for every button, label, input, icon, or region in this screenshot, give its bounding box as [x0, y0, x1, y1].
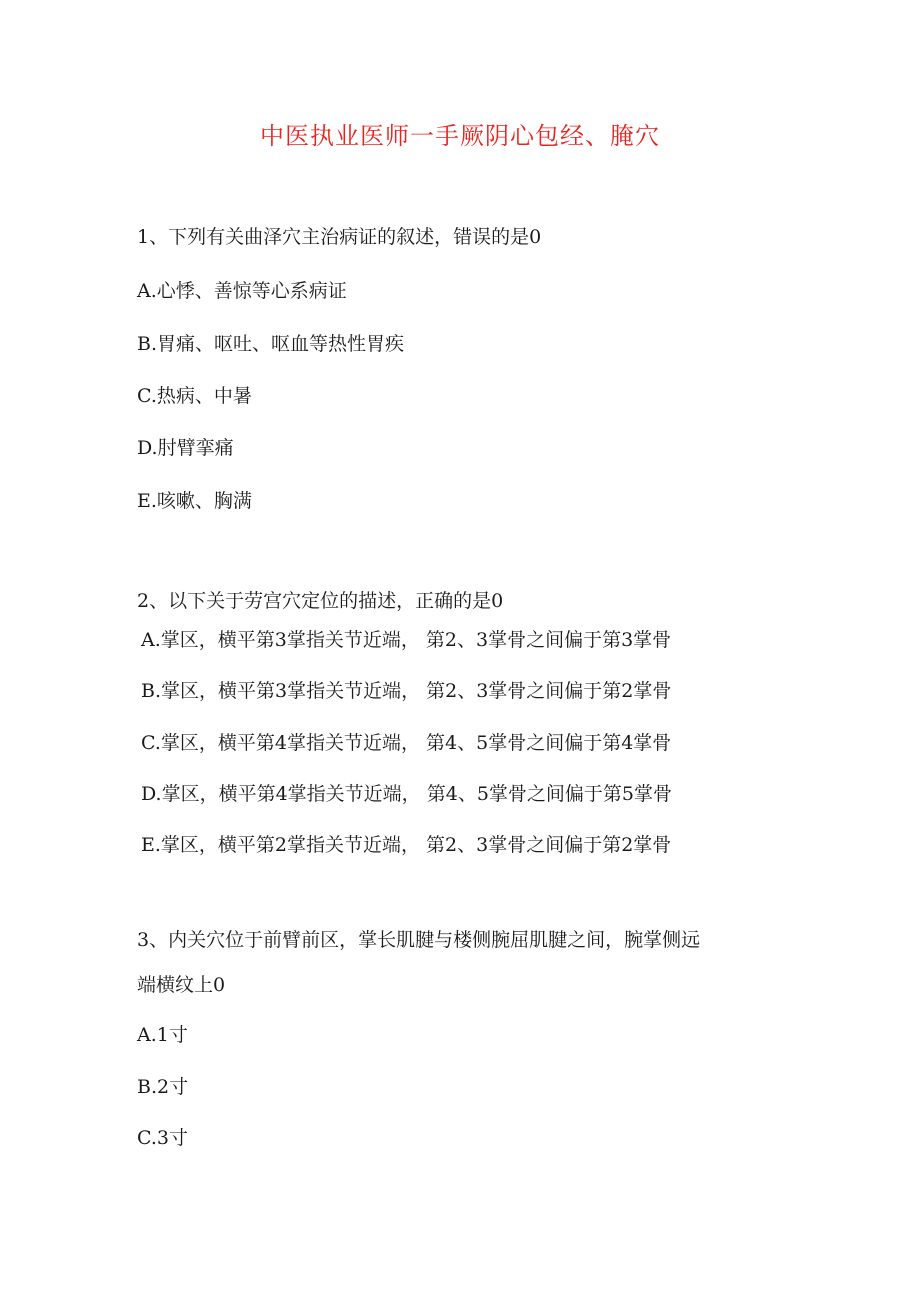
question-3-stem-line-2: 端横纹上0: [137, 974, 226, 996]
question-1-option-a: A.心悸、善惊等心系病证: [137, 280, 347, 302]
question-1-stem: 1、下列有关曲泽穴主治病证的叙述，错误的是0: [137, 226, 542, 248]
question-3-stem-line-1: 3、内关穴位于前臂前区，掌长肌腱与楼侧腕屈肌腱之间，腕掌侧远: [137, 929, 701, 951]
question-1-option-c: C.热病、中暑: [137, 385, 252, 407]
question-3-option-c: C.3寸: [137, 1127, 188, 1149]
question-2-option-a: A.掌区，横平第3掌指关节近端， 第2、3掌骨之间偏于第3掌骨: [141, 629, 672, 651]
question-1-option-d: D.肘臂挛痛: [137, 437, 234, 459]
question-2-option-c: C.掌区，横平第4掌指关节近端， 第4、5掌骨之间偏于第4掌骨: [141, 732, 672, 754]
question-1-option-e: E.咳嗽、胸满: [137, 490, 252, 512]
question-3-option-a: A.1寸: [137, 1024, 188, 1046]
question-3-option-b: B.2寸: [137, 1076, 189, 1098]
document-title: 中医执业医师一手厥阴心包经、腌穴: [260, 122, 660, 150]
question-2-option-d: D.掌区，横平第4掌指关节近端， 第4、5掌骨之间偏于第5掌骨: [141, 783, 672, 805]
question-1-option-b: B.胃痛、呕吐、呕血等热性胃疾: [137, 333, 405, 355]
question-2-option-b: B.掌区，横平第3掌指关节近端， 第2、3掌骨之间偏于第2掌骨: [141, 680, 672, 702]
question-2-stem: 2、以下关于劳宫穴定位的描述，正确的是0: [137, 590, 504, 612]
question-2-option-e: E.掌区，横平第2掌指关节近端， 第2、3掌骨之间偏于第2掌骨: [141, 834, 672, 856]
